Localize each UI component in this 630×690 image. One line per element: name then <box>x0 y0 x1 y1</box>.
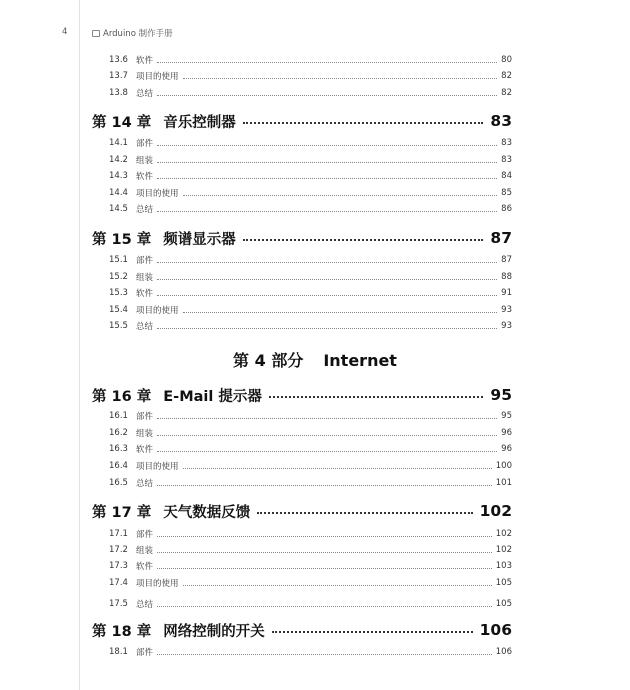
dot-leader <box>157 145 497 146</box>
section-entry[interactable] <box>109 543 512 557</box>
section-page-number: 83 <box>501 138 512 148</box>
section-number: 17.3 <box>109 561 128 571</box>
chapter-page-number: 83 <box>490 112 512 130</box>
section-title: 部件 <box>136 412 154 422</box>
dot-leader <box>157 262 497 263</box>
dot-leader <box>157 95 497 96</box>
section-title: 组装 <box>136 273 154 283</box>
dot-leader <box>157 295 497 296</box>
section-number: 16.2 <box>109 428 128 438</box>
section-page-number: 95 <box>501 411 512 421</box>
chapter-page-number: 95 <box>490 386 512 404</box>
section-title: 软件 <box>136 445 154 455</box>
section-number: 16.1 <box>109 411 128 421</box>
dot-leader <box>183 312 498 313</box>
section-entry[interactable] <box>109 86 512 100</box>
section-page-number: 86 <box>501 204 512 214</box>
dot-leader <box>157 568 492 569</box>
section-page-number: 82 <box>501 88 512 98</box>
dot-leader <box>157 536 492 537</box>
section-number: 14.3 <box>109 171 128 181</box>
section-entry[interactable] <box>109 303 512 317</box>
section-number: 15.4 <box>109 305 128 315</box>
dot-leader <box>157 418 497 419</box>
part-label: 第 4 部分 <box>233 351 304 370</box>
section-entry[interactable] <box>109 597 512 611</box>
dot-leader <box>183 78 498 79</box>
section-page-number: 102 <box>495 529 512 539</box>
section-entry[interactable] <box>109 459 512 473</box>
section-page-number: 93 <box>501 321 512 331</box>
section-title: 项目的使用 <box>136 306 179 316</box>
section-page-number: 105 <box>495 599 512 609</box>
dot-leader <box>157 435 497 436</box>
section-number: 17.2 <box>109 545 128 555</box>
dot-leader <box>272 631 473 633</box>
chapter-entry[interactable] <box>92 227 512 249</box>
chapter-title: 天气数据反馈 <box>163 504 251 521</box>
section-number: 15.5 <box>109 321 128 331</box>
section-page-number: 102 <box>495 545 512 555</box>
section-title: 组装 <box>136 156 154 166</box>
section-number: 16.5 <box>109 478 128 488</box>
chapter-number: 第 14 章 <box>92 114 152 131</box>
section-number: 13.7 <box>109 71 128 81</box>
section-title: 软件 <box>136 562 154 572</box>
chapter-number: 第 17 章 <box>92 504 152 521</box>
section-title: 总结 <box>136 89 154 99</box>
part-heading <box>0 348 630 371</box>
section-number: 14.2 <box>109 155 128 165</box>
dot-leader <box>183 585 492 586</box>
dot-leader <box>157 279 497 280</box>
section-number: 14.5 <box>109 204 128 214</box>
chapter-title: E-Mail 提示器 <box>163 388 262 405</box>
section-entry[interactable] <box>109 270 512 284</box>
section-page-number: 96 <box>501 444 512 454</box>
section-page-number: 96 <box>501 428 512 438</box>
section-number: 16.4 <box>109 461 128 471</box>
section-page-number: 82 <box>501 71 512 81</box>
section-entry[interactable] <box>109 253 512 267</box>
section-page-number: 84 <box>501 171 512 181</box>
dot-leader <box>183 195 498 196</box>
section-entry[interactable] <box>109 409 512 423</box>
section-entry[interactable] <box>109 53 512 67</box>
section-number: 15.1 <box>109 255 128 265</box>
section-page-number: 83 <box>501 155 512 165</box>
chapter-page-number: 102 <box>479 502 512 520</box>
section-title: 部件 <box>136 139 154 149</box>
section-number: 13.8 <box>109 88 128 98</box>
section-number: 15.3 <box>109 288 128 298</box>
chapter-number: 第 18 章 <box>92 623 152 640</box>
dot-leader <box>157 62 497 63</box>
dot-leader <box>269 396 484 398</box>
section-title: 项目的使用 <box>136 579 179 589</box>
section-page-number: 93 <box>501 305 512 315</box>
section-number: 14.1 <box>109 138 128 148</box>
section-number: 13.6 <box>109 55 128 65</box>
section-page-number: 88 <box>501 272 512 282</box>
section-entry[interactable] <box>109 559 512 573</box>
section-title: 总结 <box>136 205 154 215</box>
section-title: 部件 <box>136 530 154 540</box>
section-page-number: 103 <box>495 561 512 571</box>
section-entry[interactable] <box>109 186 512 200</box>
chapter-page-number: 87 <box>490 229 512 247</box>
section-title: 总结 <box>136 479 154 489</box>
dot-leader <box>243 239 484 241</box>
section-entry[interactable] <box>109 153 512 167</box>
chapter-entry[interactable] <box>92 500 512 522</box>
section-entry[interactable] <box>109 286 512 300</box>
dot-leader <box>157 552 492 553</box>
section-title: 软件 <box>136 289 154 299</box>
section-entry[interactable] <box>109 576 512 590</box>
section-number: 14.4 <box>109 188 128 198</box>
section-title: 组装 <box>136 546 154 556</box>
section-page-number: 87 <box>501 255 512 265</box>
section-entry[interactable] <box>109 476 512 490</box>
section-entry[interactable] <box>109 527 512 541</box>
dot-leader <box>157 178 497 179</box>
section-title: 软件 <box>136 172 154 182</box>
chapter-title: 频谱显示器 <box>163 231 236 248</box>
page-number: 4 <box>62 27 68 37</box>
section-entry[interactable] <box>109 645 512 659</box>
chapter-entry[interactable] <box>92 384 512 406</box>
section-entry[interactable] <box>109 442 512 456</box>
section-number: 17.1 <box>109 529 128 539</box>
dot-leader <box>257 512 472 514</box>
dot-leader <box>157 606 492 607</box>
section-page-number: 101 <box>495 478 512 488</box>
section-entry[interactable] <box>109 202 512 216</box>
section-title: 部件 <box>136 648 154 658</box>
chapter-entry[interactable] <box>92 619 512 641</box>
chapter-title: 网络控制的开关 <box>163 623 265 640</box>
section-page-number: 100 <box>495 461 512 471</box>
section-title: 部件 <box>136 256 154 266</box>
section-title: 项目的使用 <box>136 72 179 82</box>
chapter-title: 音乐控制器 <box>163 114 236 131</box>
chapter-entry[interactable] <box>92 110 512 132</box>
section-title: 总结 <box>136 322 154 332</box>
section-page-number: 106 <box>495 647 512 657</box>
chapter-number: 第 16 章 <box>92 388 152 405</box>
section-number: 15.2 <box>109 272 128 282</box>
chapter-number: 第 15 章 <box>92 231 152 248</box>
section-page-number: 91 <box>501 288 512 298</box>
section-entry[interactable] <box>109 69 512 83</box>
dot-leader <box>157 162 497 163</box>
section-page-number: 85 <box>501 188 512 198</box>
section-number: 17.5 <box>109 599 128 609</box>
dot-leader <box>157 328 497 329</box>
dot-leader <box>183 468 492 469</box>
part-title: Internet <box>323 351 397 370</box>
section-page-number: 80 <box>501 55 512 65</box>
dot-leader <box>157 654 492 655</box>
section-title: 总结 <box>136 600 154 610</box>
section-title: 项目的使用 <box>136 189 179 199</box>
book-title-text: Arduino 制作手册 <box>103 29 173 39</box>
section-entry[interactable] <box>109 136 512 150</box>
section-number: 18.1 <box>109 647 128 657</box>
section-number: 17.4 <box>109 578 128 588</box>
dot-leader <box>157 211 497 212</box>
dot-leader <box>243 122 484 124</box>
section-title: 项目的使用 <box>136 462 179 472</box>
section-entry[interactable] <box>109 426 512 440</box>
section-entry[interactable] <box>109 319 512 333</box>
chapter-page-number: 106 <box>479 621 512 639</box>
section-title: 软件 <box>136 56 154 66</box>
section-entry[interactable] <box>109 169 512 183</box>
section-page-number: 105 <box>495 578 512 588</box>
dot-leader <box>157 451 497 452</box>
dot-leader <box>157 485 492 486</box>
section-title: 组装 <box>136 429 154 439</box>
section-number: 16.3 <box>109 444 128 454</box>
